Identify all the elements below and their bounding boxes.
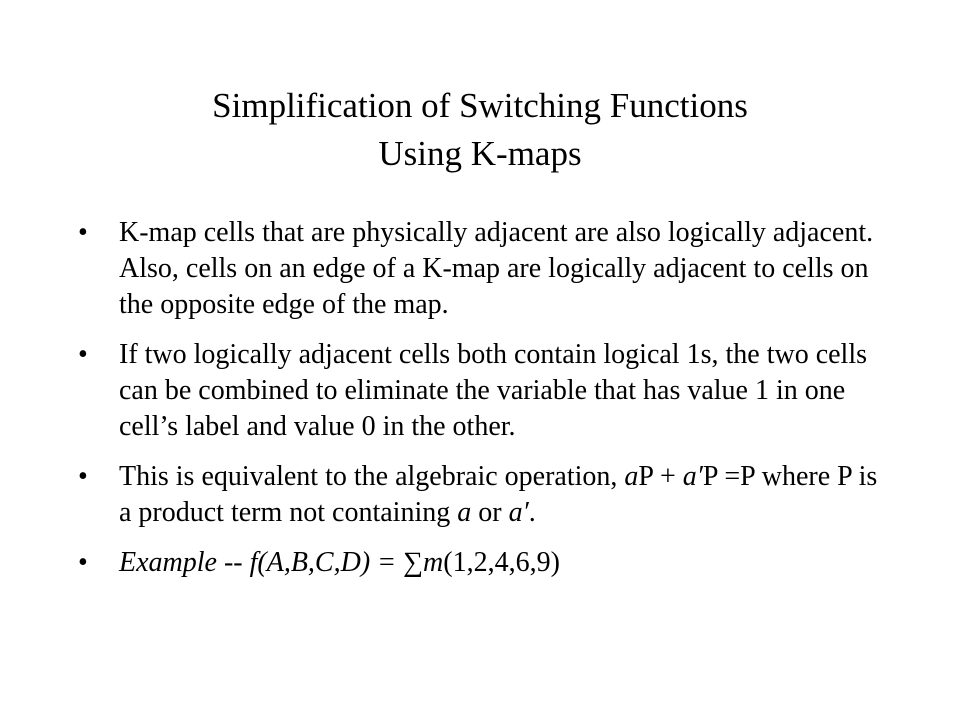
text-segment: P =P where P is a product term not containing — [119, 461, 878, 528]
example-label: Example -- f(A,B,C,D) = — [119, 547, 404, 578]
title-line-1: Simplification of Switching Functions — [212, 86, 748, 125]
title-line-2: Using K-maps — [378, 134, 582, 173]
bullet-item — [78, 459, 878, 531]
bullet-list — [78, 215, 878, 595]
text-segment: P + — [638, 461, 683, 492]
variable-a: a — [508, 497, 523, 528]
bullet-dot: • — [78, 547, 88, 578]
bullet-text: K-map cells that are physically adjacent are also logically adjacent. Also, cells on an edge of a K-map are logically adjacent to cells on the opposite edge of the map. — [119, 217, 874, 320]
bullet-text — [119, 547, 560, 578]
text-segment: This is equivalent to the algebraic operation, — [119, 461, 625, 492]
prime-mark: ′ — [522, 497, 529, 528]
minterm-m: m — [423, 547, 444, 578]
bullet-dot: • — [78, 461, 88, 492]
prime-mark: ′ — [696, 461, 703, 492]
variable-a: a — [624, 461, 639, 492]
text-segment: or — [471, 497, 509, 528]
bullet-dot: • — [78, 339, 88, 370]
minterm-list: (1,2,4,6,9) — [443, 547, 560, 578]
bullet-dot: • — [78, 217, 88, 248]
bullet-text: If two logically adjacent cells both contain logical 1s, the two cells can be combined to eliminate the variable that has value 1 in one cell’s label and value 0 in the other. — [119, 339, 868, 442]
bullet-item — [78, 215, 878, 323]
bullet-item — [78, 545, 878, 581]
variable-a: a — [682, 461, 697, 492]
bullet-text — [119, 461, 877, 528]
variable-a: a — [457, 497, 472, 528]
bullet-item — [78, 337, 878, 445]
slide-title — [0, 82, 960, 178]
sigma-symbol: ∑ — [403, 547, 424, 578]
text-segment: . — [528, 497, 536, 528]
